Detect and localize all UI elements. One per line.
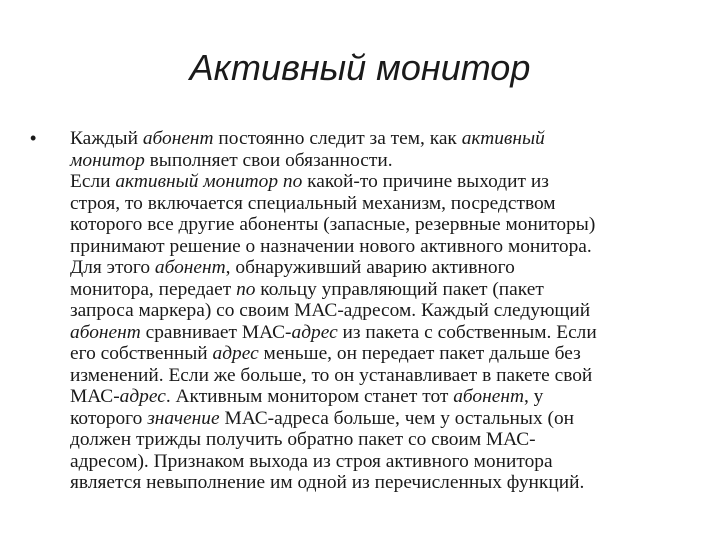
text-run: МАС- <box>70 386 120 407</box>
text-line <box>70 429 688 451</box>
text-run: . Активным монитором станет тот <box>165 386 454 407</box>
text-run: должен трижды получить обратно пакет со своим МАС- <box>70 429 536 450</box>
text-run: Если <box>70 171 116 192</box>
text-line <box>70 279 688 301</box>
text-run: выполняет свои обязанности. <box>144 149 393 171</box>
text-run: из пакета с собственным. Если <box>337 321 597 343</box>
text-run: строя, то включается специальный механизм, посредством <box>70 192 556 214</box>
italic-term: монитор <box>70 149 145 171</box>
italic-term: адрес <box>119 386 166 407</box>
bullet-mark: • <box>30 128 37 148</box>
italic-term: адрес <box>291 321 338 343</box>
text-run: какой-то причине выходит из <box>302 171 549 192</box>
text-line <box>70 322 688 344</box>
italic-term: по <box>236 278 256 300</box>
text-run: меньше, он передает пакет дальше без <box>258 343 581 364</box>
text-run: запроса маркера) со своим МАС-адресом. Каждый следующий <box>70 300 591 321</box>
text-run: кольцу управляющий пакет (пакет <box>255 278 544 300</box>
text-run: является невыполнение им одной из перечисленных функций. <box>70 472 585 493</box>
bullet-row <box>28 128 688 494</box>
text-line <box>70 472 688 494</box>
italic-term: значение <box>147 407 220 429</box>
text-line <box>70 236 688 258</box>
text-line <box>70 343 688 365</box>
text-run: принимают решение о назначении нового активного монитора. <box>70 235 592 257</box>
text-run: Каждый <box>70 128 143 149</box>
italic-term: абонент <box>142 128 214 149</box>
text-run: монитора, передает <box>70 278 237 300</box>
bullet-body <box>28 128 688 494</box>
text-run: Для этого <box>70 257 155 278</box>
slide-title: Активный монитор <box>189 47 531 88</box>
text-line <box>70 386 688 408</box>
text-line <box>70 365 688 387</box>
italic-term: абонент <box>453 386 524 407</box>
text-run: которого <box>70 407 148 429</box>
text-line <box>70 257 688 279</box>
text-run: МАС-адреса больше, чем у остальных (он <box>219 407 575 429</box>
text-line <box>70 300 688 322</box>
italic-term: адрес <box>212 343 259 364</box>
italic-term: абонент <box>154 257 226 278</box>
text-line <box>70 128 688 150</box>
text-run: , у <box>523 386 544 407</box>
text-run: которого все другие абоненты (запасные, резервные мониторы) <box>70 214 596 235</box>
text-line <box>70 150 688 172</box>
text-run: изменений. Если же больше, то он устанавливает в пакете свой <box>70 364 593 386</box>
italic-term: абонент <box>70 321 141 343</box>
text-run: его собственный <box>70 343 213 364</box>
text-run: , обнаруживший аварию активного <box>225 257 515 278</box>
text-line <box>70 408 688 430</box>
text-line <box>70 214 688 236</box>
bullet-text <box>70 128 688 494</box>
text-run: сравнивает МАС- <box>140 321 292 343</box>
text-run: постоянно следит за тем, как <box>213 128 462 149</box>
text-run: адресом). Признаком выхода из строя активного монитора <box>70 450 553 472</box>
text-line <box>70 171 688 193</box>
text-line <box>70 193 688 215</box>
italic-term: активный <box>461 128 545 149</box>
italic-term: активный монитор по <box>115 171 303 192</box>
text-line <box>70 451 688 473</box>
